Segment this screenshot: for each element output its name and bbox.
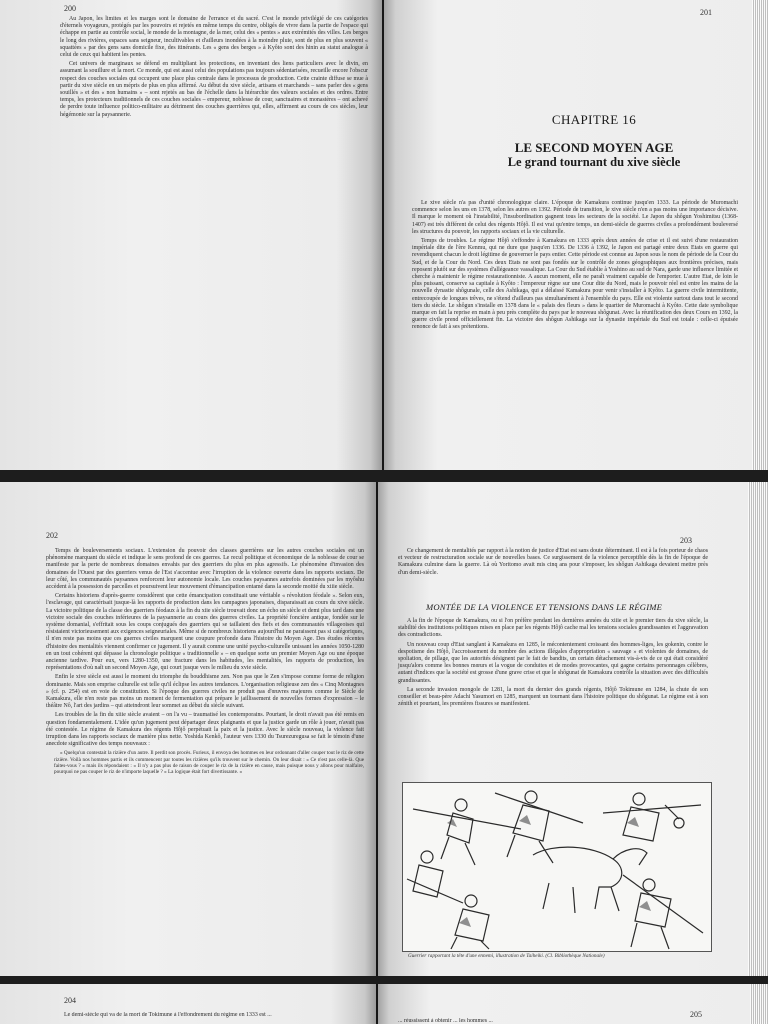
- page-number: 205: [690, 1010, 702, 1019]
- page-200: [0, 0, 382, 470]
- body-text-top: [398, 548, 708, 579]
- paragraph: Le xive siècle n'a pas d'unité chronologique claire. L'époque de Kamakura continue jusqu'en 1333. La période de Muromachi commence selon les uns en 1378, selon les autres en 1392. Période de transition, le xive siècle n'en a pas moins une importance décisive. Il marque le moment où l'instabilité, l'insubordination gagnent tous les secteurs de la société. Le Japon du shôgun Yoshimitsu (1368-1407) est très différent de celui des régents Hôjô. Il est vrai qu'entre temps, un demi-siècle de guerres civiles a profondément bouleversé les structures du pouvoir, les rapports sociaux et la vie culturelle.: [412, 200, 738, 235]
- paragraph: Ce changement de mentalités par rapport à la notion de justice d'Etat est sans doute déterminant. Il est à la fois porteur de chaos et vecteur de restructuration sociale sur de nouvelles bases. Ce surgissement de la violence perceptible dès la fin de l'époque de Kamakura culmine dans la guerre. Là où Yoritomo avait mis cinq ans pour s'imposer, les shôgun Ashikaga devaient mettre près d'un demi-siècle.: [398, 548, 708, 576]
- paragraph: Cet univers de marginaux se défend en multipliant les protections, en inventant des liens particuliers avec le divin, en assumant la souillure et la mort. Ce monde, qui est aussi celui des populations pas toujours sédentarisées, recueille encore l'obscur respect des couches sociales qui occupent une place plus centrale dans le processus de production. Cette crainte diffuse se mue à partir du xive siècle en un mépris de plus en plus affirmé. Au début du xive siècle, artisans et marchands – sans parler des « gens souillés » et des « non humains » – sont rejetés au bas de l'échelle dans la hiérarchie des valeurs sociales et des ordres. Entre temps, les protecteurs traditionnels de ces couches sociales – empereur, noblesse de cour, sanctuaires et monastères – ont achevé de perdre toute influence politico-militaire au détriment des couches guerrières qui, elles, affirment au cours de ces siècles, leur hégémonie sur la paysannerie.: [60, 61, 368, 118]
- page-edges: [752, 0, 768, 470]
- paragraph: Les troubles de la fin du xiiie siècle avaient – on l'a vu – traumatisé les contemporains. Pourtant, le droit n'avait pas été remis en question fondamentalement. L'idée qu'un jugement peut départager deux plaignants et que la justice garde un rôle à jouer, n'avait pas été contestée. Le régime de Kamakura des régents Hôjô perpétuait la paix et la justice. Avec le siècle nouveau, la violence fait irruption dans les rapports sociaux de manière plus nette. Yoshida Kenkô, l'auteur vers 1330 du Tsurezuregusa se fait le témoin d'une anecdote significative des temps nouveaux :: [46, 712, 364, 748]
- page-201: [384, 0, 768, 470]
- page-205: [378, 984, 750, 1024]
- paragraph: Temps de troubles. Le régime Hôjô s'effondre à Kamakura en 1333 après deux années de crise et il est suivi d'une restauration impériale dite de l'ère Kenmu, qui ne dure que jusqu'en 1336. De 1336 à 1392, le Japon est partagé entre deux Etats en guerre qui revendiquent chacun le droit légitime de gouverner le pays entier. Cette période est connue au Japon sous le nom de période de la Cour du Sud, et de la Cour du Nord. Ces deux Etats ne sont pas fondés sur le contrôle de zones géographiques aux frontières précises, mais reposent plutôt sur des systèmes d'allégeance vassalique. La Cour du Sud établie à Yoshino au sud de Nara, garde une influence limitée et cherche à maintenir le régime restaurationniste. A aucun moment, elle ne paraît vraiment capable de l'emporter. L'autre Etat, de loin le plus puissant, conserve sa capitale à Kyôto : l'empereur règne sur une Cour dite du Nord, mais le pouvoir réel est entre les mains de la nouvelle dynastie shôgunale, celle des Ashikaga, qui a délaissé Kamakura pour venir s'installer à Kyôto. La guerre civile intermittente, entrecoupée de longues trêves, ne s'étend d'ailleurs pas simultanément à l'ensemble du pays. Elle est violente surtout dans tout le second tiers du siècle. Le shôgun s'installe en 1378 dans le « palais des fleurs » dans le quartier de Muromachi à Kyôto. Cette date symbolique marque en fait la reprise en main à peu près complète du pays par le nouveau shôgunat. Avec la réunification des deux Cours en 1392, la guerre civile prend officiellement fin. La victoire des shôgun Ashikaga sur la dynastie impériale du Sud est totale : celle-ci épuisée renonce de fait à ses prétentions.: [412, 238, 738, 331]
- warrior-illustration: [402, 782, 712, 952]
- page-202: [0, 482, 376, 976]
- paragraph: Certains historiens d'après-guerre considèrent que cette émancipation constituait une véritable « révolution féodale ». Selon eux, l'esclavage, qui caractérisait jusque-là les rapports de production dans les campagnes japonaises, disparaissait au cours du xive siècle. La victoire politique de la classe des guerriers féodaux à la fin du xiie siècle trouvait donc un écho un siècle et demi plus tard dans une victoire sociale des couches inférieures de la paysannerie au cours des guerres civiles. La propriété foncière antique, fondée sur le système domanial, s'effritait sous les coups conjugués des guerriers qui se taillaient des fiefs et des communautés villageoises qui résistaient victorieusement aux exigences seigneuriales. Même si de nombreux historiens aujourd'hui ne paraissent pas si catégoriques, il n'en reste pas moins que ces guerres civiles marquent une coupure profonde dans l'histoire du Moyen Age. Des études récentes d'histoire des mentalités viennent confirmer ce jugement. Il y aurait comme une unité psycho-culturelle unissant les années 1050-1280 en un tout cohérent qui dépasse la chronologie politique « traditionnelle » – en quelque sorte un premier Moyen Age ou une époque ancienne tardive. Pour eux, vers 1280-1350, une fracture dans les habitudes, les mentalités, les rapports de production, les représentations d'où naît un second Moyen Age, qui court jusque vers le milieu du xvie siècle.: [46, 593, 364, 672]
- quotation: « Quelqu'un contestait la rizière d'un autre. Il perdit son procès. Furieux, il envoya des hommes en leur ordonnant d'aller couper tout le riz de cette rizière. Voilà nos hommes partis et ils commencent par toutes les rizières qu'ils trouvent sur le chemin. On leur disait : « Ce n'est pas celle-là. Que faites-vous ? » mais ils répondaient : « Il n'y a pas plus de raison de couper le riz de la rizière en cause, mais puisque nous y allons pour malfaire, pourquoi ne pas couper le riz de n'importe laquelle ? » La logique était fort divertissante. »: [54, 750, 364, 776]
- page-edges: [750, 984, 768, 1024]
- book-spread-2: [0, 482, 768, 976]
- chapter-subtitle: Le grand tournant du xive siècle: [507, 155, 681, 169]
- page-number: 204: [64, 996, 76, 1005]
- paragraph: Temps de bouleversements sociaux. L'extension du pouvoir des classes guerrières sur les autres couches sociales est un phénomène marquant du siècle et indique le sens profond de ces guerres. Le recul politique et économique de la noblesse de cour se manifeste par la perte de nombreux domaines envahis par des guerriers du plus en plus agressifs. Le phénomène d'invasion des domaines de l'Ouest par des guerriers venus de l'Est s'accentue avec l'irruption de la violence ouverte dans les rapports sociaux. De leur côté, les communautés paysannes renforcent leur autonomie locale. Les couches paysannes autrefois dominées par les myôshu accèdent à la possession de parcelles et poursuivent leur mouvement d'émancipation entamé dans la seconde moitié du xiiie siècle.: [46, 548, 364, 591]
- book-spread-1: [0, 0, 768, 470]
- body-text: ... réussissent à obtenir ... les hommes ...: [398, 1018, 493, 1024]
- body-text-bottom: [398, 618, 708, 710]
- paragraph: Un nouveau coup d'Etat sanglant à Kamakura en 1285, le mécontentement croissant des hommes-liges, les gokenin, contre le despotisme des Hôjô, l'accroissement du nombre des actions illégales d'appropriation « sauvage » et violentes de domaines, de spoliation, de pillage, que les autorités désignent par le fait de bandits, un certain détachement vis-à-vis de ce qui était considéré jusqu'alors comme les bonnes mœurs et la vogue de conduites et de modes provocantes, qui gagne certains personnages célèbres, autant d'indices que la société est grosse d'une grave crise et que le shôgunat de Kamakura contrôle la situation avec des difficultés grandissantes.: [398, 641, 708, 684]
- page-203: [378, 482, 748, 976]
- chapter-title: LE SECOND MOYEN AGE: [514, 140, 674, 155]
- book-spread-3: [0, 984, 768, 1024]
- page-number: 202: [46, 531, 58, 540]
- chapter-number: CHAPITRE 16: [551, 112, 637, 127]
- body-text: [412, 200, 738, 334]
- chapter-heading: [444, 112, 744, 170]
- paragraph: Enfin le xive siècle est aussi le moment du triomphe du bouddhisme zen. Non pas que le Zen s'impose comme forme de religion dominante. Mais son emprise culturelle est telle qu'il éclipse les autres tendances. L'organisation religieuse zen des « Cinq Montagnes » (cf. p. 254) est en voie de constitution. Si l'époque des guerres civiles ne produit pas d'œuvres majeures comme le Siècle de Kamakura, elle n'en reste pas moins un moment de fermentation qui prépare le jaillissement de nouvelles formes d'expression – le théâtre Nô, l'art des jardins – qui atteindront leur sommet au début du siècle suivant.: [46, 674, 364, 710]
- page-number: 200: [64, 4, 76, 13]
- paragraph: Au Japon, les limites et les marges sont le domaine de l'errance et du sacré. C'est le monde privilégié de ces catégories d'éternels voyageurs, protégés par les pouvoirs et rejetés en même temps du centre, obligés de vivre dans la partie de l'espace qui échappe en partie au contrôle social, le monde de la montagne, de la mer, celui des « pentes » aux extrémités des villes. Les berges le long des rivières, espaces sans seigneur, incultivables et d'ailleurs inondées à la moindre pluie, sont de plus en plus souvent « squattées » par des gens sans domicile fixe, des itinérants. Les « gens des berges » à Kyôto sont des hinin au statut analogue à celui de ceux qui habitent les pentes.: [60, 16, 368, 59]
- paragraph: A la fin de l'époque de Kamakura, ou si l'on préfère pendant les dernières années du xiiie et le premier tiers du xive siècle, la stabilité des institutions politiques mises en place par les régents Hôjô cache mal les tensions sociales grandissantes et l'aggravation des contradictions.: [398, 618, 708, 639]
- body-text: Le demi-siècle qui va de la mort de Tokimune à l'effondrement du régime en 1333 est ...: [64, 1012, 272, 1018]
- paragraph: La seconde invasion mongole de 1281, la mort du dernier des grands régents, Hôjô Tokimune en 1284, la chute de son conseiller et beau-père Adachi Yasumori en 1285, marquent un tournant dans l'histoire politique du shôgunat. Le régime est à son zénith et pourtant, les premières fissures se manifestent.: [398, 686, 708, 708]
- page-204: [0, 984, 376, 1024]
- warrior-scene-drawing: [403, 783, 711, 951]
- figure-caption: Guerrier rapportant la tête d'une ennemi, illustration de Taiheiki. (Cl. Bibliothèque Nationale): [408, 953, 605, 959]
- page-number: 203: [680, 536, 692, 545]
- body-text: [60, 16, 368, 121]
- page-number: 201: [700, 8, 712, 17]
- body-text: [46, 548, 364, 778]
- page-edges: [748, 482, 768, 976]
- section-heading: MONTÉE DE LA VIOLENCE ET TENSIONS DANS LE RÉGIME: [426, 602, 663, 612]
